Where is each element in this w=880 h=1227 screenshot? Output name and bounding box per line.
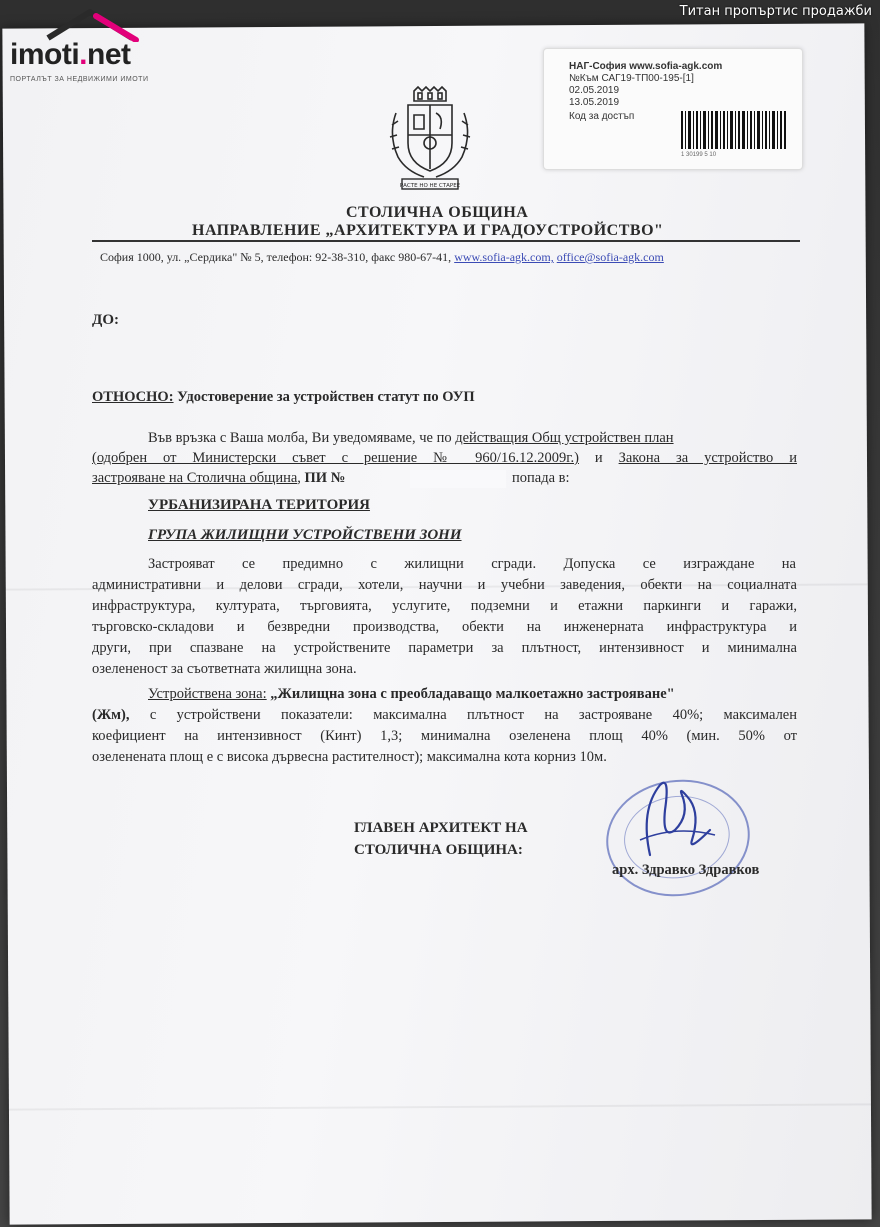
p3-line-2: (Жм), с устройствени показатели: максимална плътност на застрояване 40%; максимален xyxy=(92,707,797,723)
sticker-date-in: 02.05.2019 xyxy=(569,85,620,96)
paper-fold xyxy=(9,1103,871,1110)
sticker-date-out: 13.05.2019 xyxy=(569,97,620,108)
p2-line-4: търговско-складови и безвредни производства, обекти на инженерната инфраструктура и xyxy=(92,619,797,635)
subject-label: ОТНОСНО: xyxy=(92,389,174,405)
p1-line-1: Във връзка с Ваша молба, Ви уведомяваме, че по действащия Общ устройствен план xyxy=(148,430,674,446)
p3-line-3: коефициент на интензивност (Кинт) 1,3; минимална озеленена площ 40% (мин. 50% от xyxy=(92,728,797,744)
sticker-office: НАГ-София www.sofia-agk.com xyxy=(569,61,723,72)
barcode-number: 1 30199 5 10 xyxy=(681,152,717,158)
subject-line xyxy=(92,389,475,406)
sticker-reg-number: №Към САГ19-ТП00-195-[1] xyxy=(569,73,694,84)
logo-wordmark: imoti.net xyxy=(10,38,131,71)
p1-line-3-end: попада в: xyxy=(512,470,570,486)
p2-line-3: инфраструктура, културата, търговията, услугите, подземни и етажни паркинги и гаражи, xyxy=(92,598,797,614)
p2-line-5: други, при спазване на устройствените параметри за плътност, интензивност и минимална xyxy=(92,640,797,656)
sticker-access-code: Код за достъп xyxy=(569,111,635,122)
dept-title: НАПРАВЛЕНИЕ „АРХИТЕКТУРА И ГРАДОУСТРОЙСТВО" xyxy=(192,222,664,239)
signatory-name: арх. Здравко Здравков xyxy=(612,862,760,878)
logo-tagline: ПОРТАЛЪТ ЗА НЕДВИЖИМИ ИМОТИ xyxy=(10,76,149,83)
header-rule xyxy=(92,240,800,242)
org-title: СТОЛИЧНА ОБЩИНА xyxy=(346,204,529,221)
to-label: ДО: xyxy=(92,312,119,328)
subject-text: Удостоверение за устройствен статут по ОУП xyxy=(177,389,475,405)
sofia-coat-of-arms-icon xyxy=(384,85,476,193)
imoti-logo xyxy=(8,8,168,83)
p3-line-1: Устройствена зона: „Жилищна зона с преобладаващо малкоетажно застрояване" xyxy=(148,686,675,702)
signatory-title-1: ГЛАВЕН АРХИТЕКТ НА xyxy=(354,820,528,836)
p1-line-2: (одобрен от Министерски съвет с решение № 960/16.12.2009г.) и Закона за устройство и xyxy=(92,450,797,466)
p2-line-6: озелененост за съответната жилищна зона. xyxy=(92,661,357,677)
email-link[interactable]: office@sofia-agk.com xyxy=(556,250,664,264)
registration-sticker xyxy=(543,48,803,170)
territory-heading: УРБАНИЗИРАНА ТЕРИТОРИЯ xyxy=(148,497,370,513)
p2-line-2: административни и делови сгради, хотели, научни и учебни заведения, обекти на социалната xyxy=(92,577,797,593)
signature-icon xyxy=(620,770,730,870)
barcode-icon xyxy=(681,111,786,149)
address-line xyxy=(100,250,664,265)
house-roof-icon xyxy=(44,8,144,42)
website-link[interactable]: www.sofia-agk.com, xyxy=(454,250,554,264)
crest-motto: РАСТЕ НО НЕ СТАРЕЕ xyxy=(399,183,461,189)
signatory-title-2: СТОЛИЧНА ОБЩИНА: xyxy=(354,842,523,858)
zone-group-heading: ГРУПА ЖИЛИЩНИ УСТРОЙСТВЕНИ ЗОНИ xyxy=(148,527,462,543)
p3-line-4: озеленената площ е с висока дървесна растителност); максимална кота корниз 10м. xyxy=(92,749,607,765)
redacted-parcel-number xyxy=(410,470,506,488)
agency-watermark: Титан пропъртис продажби xyxy=(679,4,872,19)
address-text: София 1000, ул. „Сердика" № 5, телефон: 92-38-310, факс 980-67-41, xyxy=(100,250,452,264)
p1-line-3: застрояване на Столична община, ПИ № xyxy=(92,470,346,486)
p2-line-1: Застрояват се предимно с жилищни сгради. Допуска се изграждане на xyxy=(148,556,796,572)
